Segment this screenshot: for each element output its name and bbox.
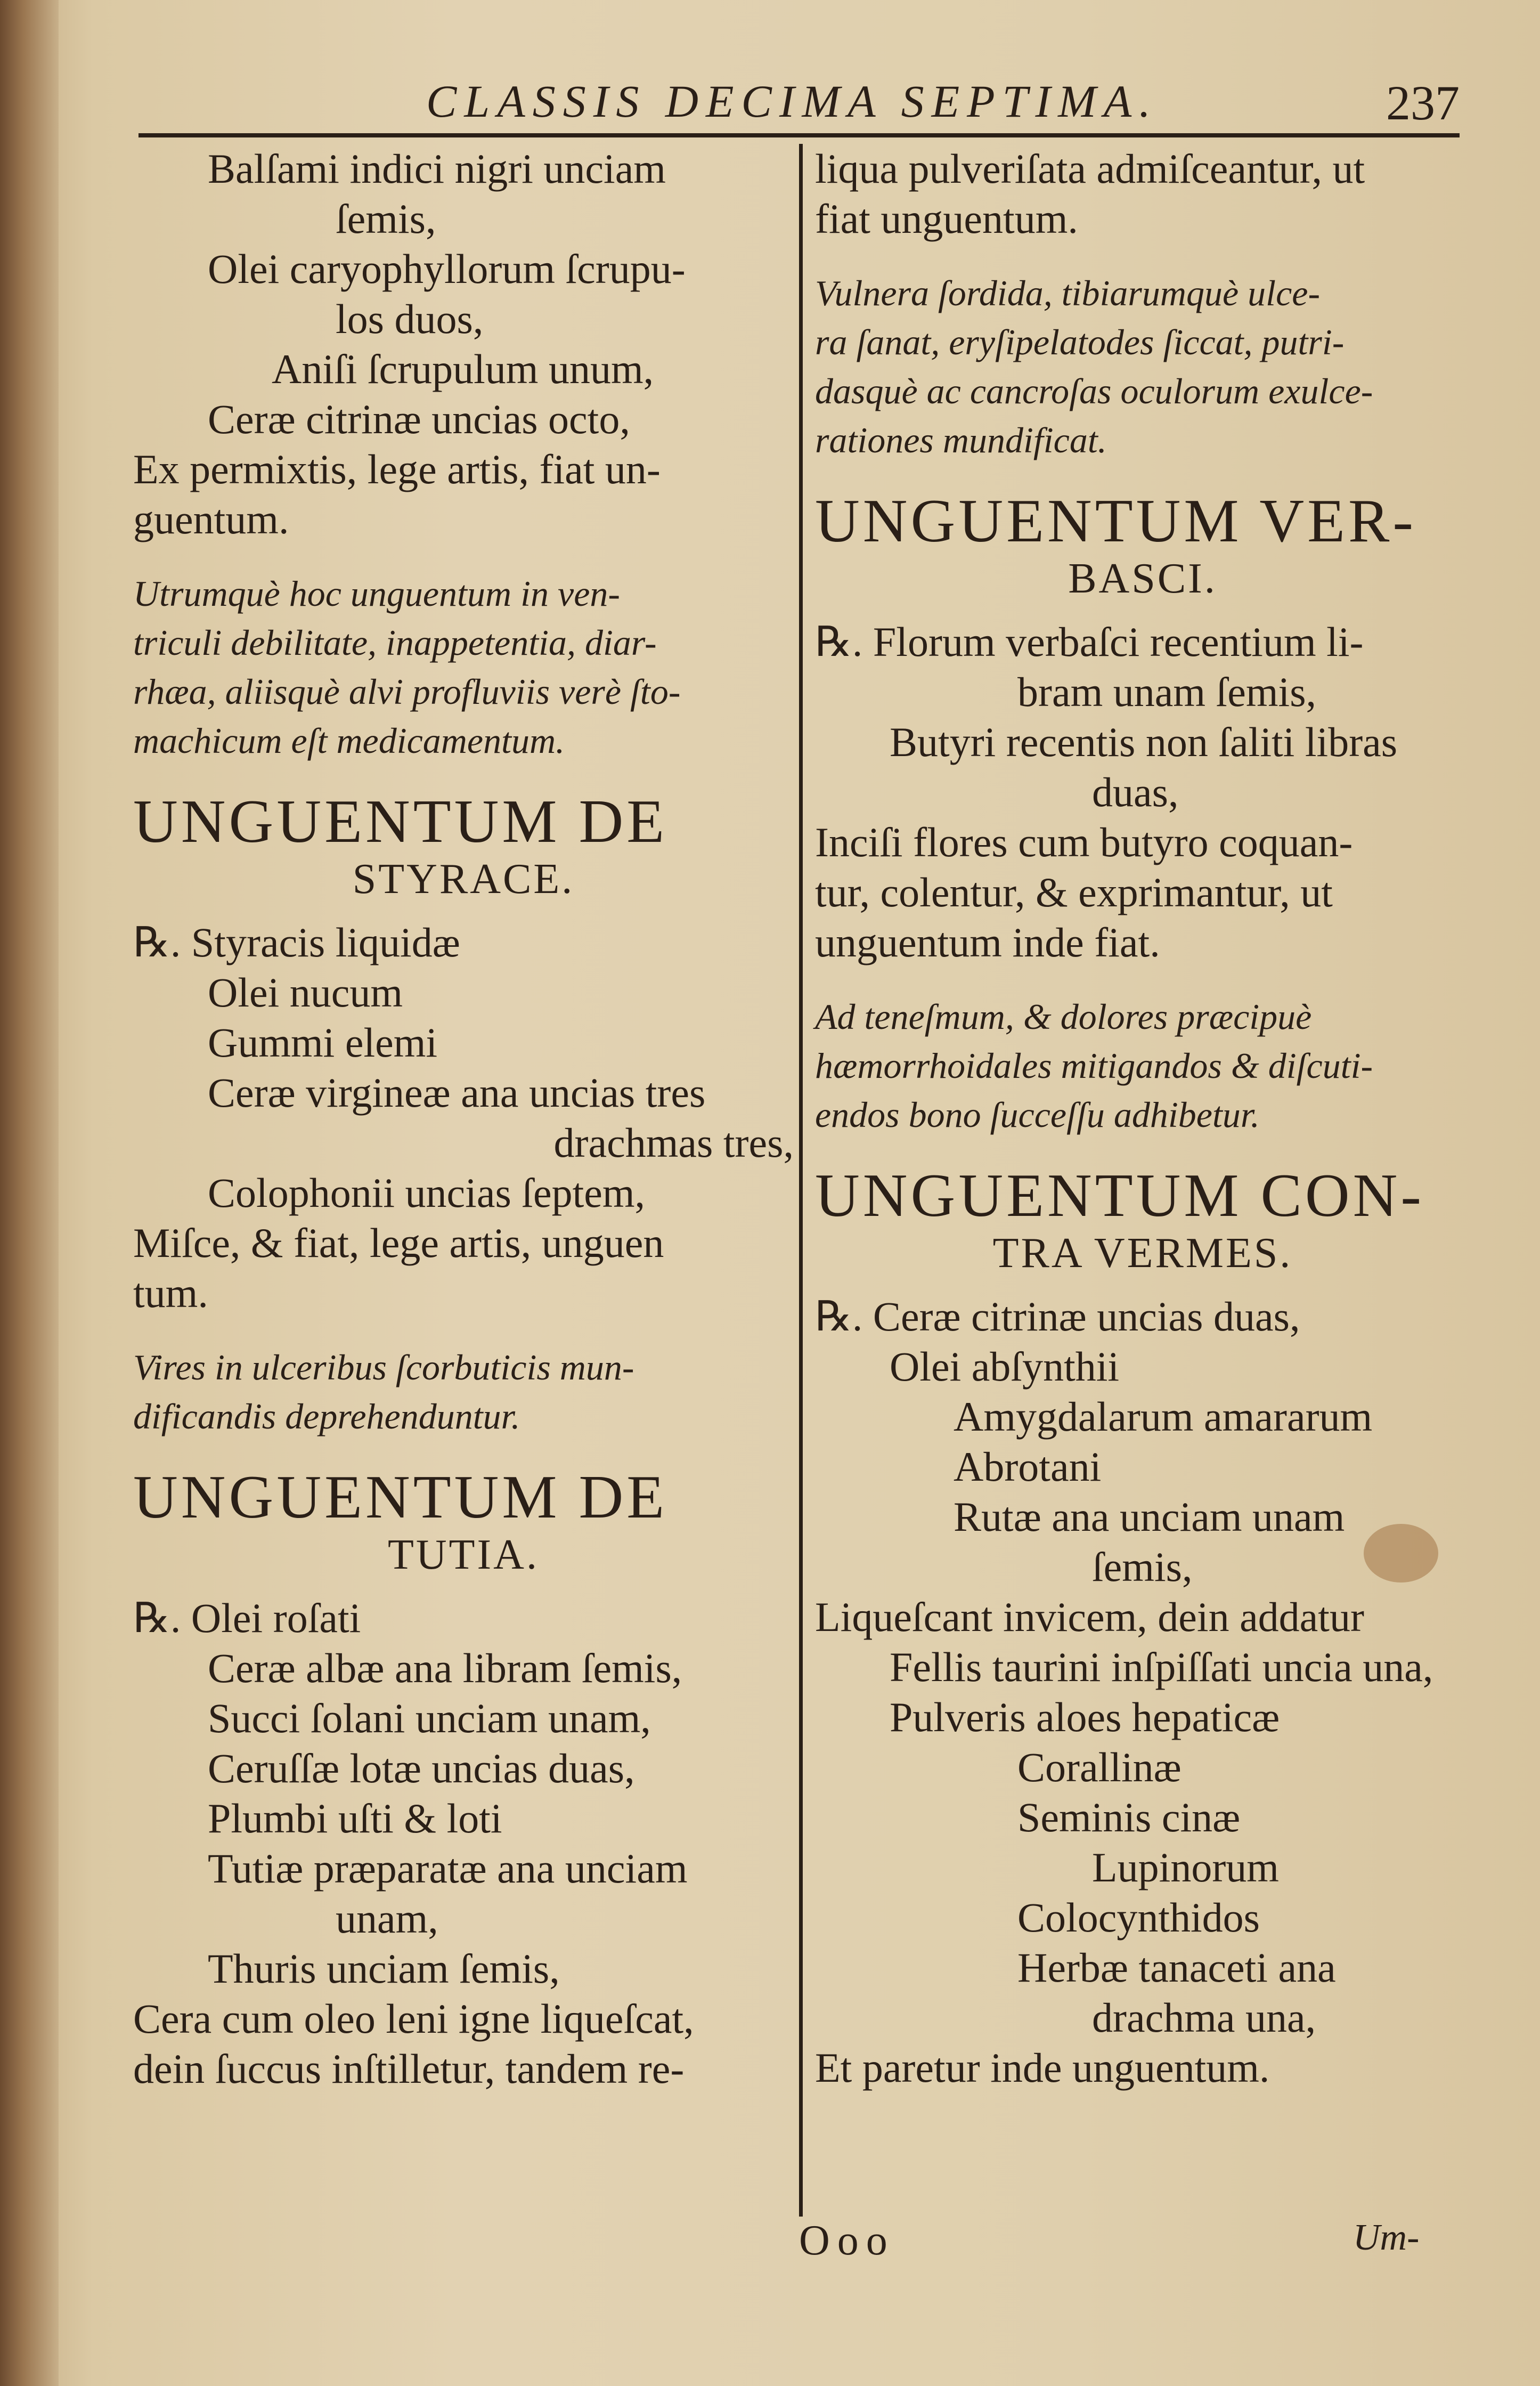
usage-note: hæmorrhoidales mitigandos & diſcuti- — [815, 1045, 1373, 1086]
recipe-line: ℞. Florum verbaſci recentium li- — [815, 619, 1364, 665]
section-title: UNGUENTUM DE — [133, 788, 668, 856]
recipe-line: Liqueſcant invicem, dein addatur — [815, 1594, 1364, 1640]
recipe-line: Colophonii uncias ſeptem, — [208, 1170, 646, 1216]
recipe-line: Corallinæ — [1017, 1744, 1182, 1790]
text-line: ſemis, — [336, 196, 436, 242]
recipe-line: Butyri recentis non ſaliti libras — [890, 719, 1398, 765]
running-head: CLASSIS DECIMA SEPTIMA. — [426, 76, 1158, 127]
recipe-line: Herbæ tanaceti ana — [1017, 1944, 1336, 1991]
section-title: UNGUENTUM DE — [133, 1463, 668, 1531]
text-line: Ex permixtis, lege artis, fiat un- — [133, 446, 661, 492]
usage-note: dificandis deprehenduntur. — [133, 1396, 520, 1437]
section-title: UNGUENTUM CON- — [815, 1162, 1425, 1230]
column-divider — [799, 144, 803, 2217]
left-column — [133, 144, 794, 2094]
right-column — [815, 144, 1470, 2093]
recipe-line: tur, colentur, & exprimantur, ut — [815, 869, 1333, 915]
recipe-line: Inciſi flores cum butyro coquan- — [815, 819, 1353, 865]
catchword: Um- — [1353, 2217, 1420, 2258]
recipe-line: drachmas tres, — [553, 1119, 794, 1166]
page-header — [138, 75, 1460, 139]
recipe-line: Olei abſynthii — [890, 1343, 1120, 1390]
section-subtitle: TUTIA. — [388, 1531, 539, 1578]
usage-note: triculi debilitate, inappetentia, diar- — [133, 622, 657, 663]
recipe-line: Tutiæ præparatæ ana unciam — [208, 1845, 688, 1892]
recipe-line: Gummi elemi — [208, 1019, 438, 1066]
usage-note: endos bono ſucceſſu adhibetur. — [815, 1094, 1260, 1135]
recipe-line: Plumbi uſti & loti — [208, 1795, 502, 1841]
text-line: Balſami indici nigri unciam — [208, 145, 666, 192]
usage-note: Vulnera ſordida, tibiarumquè ulce- — [815, 273, 1321, 313]
recipe-line: Ceræ albæ ana libram ſemis, — [208, 1645, 682, 1691]
usage-note: Ad teneſmum, & dolores præcipuè — [815, 996, 1312, 1037]
recipe-line: Pulveris aloes hepaticæ — [890, 1694, 1280, 1740]
recipe-line: Et paretur inde unguentum. — [815, 2044, 1270, 2091]
book-spine — [0, 0, 59, 2386]
recipe-line: ℞. Olei roſati — [133, 1595, 361, 1641]
recipe-line: Miſce, & fiat, lege artis, unguen — [133, 1220, 664, 1266]
recipe-line: Fellis taurini inſpiſſati uncia una, — [890, 1644, 1433, 1690]
section-subtitle: STYRACE. — [352, 856, 575, 903]
text-line: liqua pulveriſata admiſceantur, ut — [815, 145, 1365, 192]
recipe-line: Colocynthidos — [1017, 1894, 1260, 1941]
recipe-line: Amygdalarum amararum — [954, 1393, 1373, 1440]
usage-note: rationes mundificat. — [815, 420, 1107, 460]
text-line: los duos, — [336, 296, 484, 342]
text-line: Aniſi ſcrupulum unum, — [272, 346, 654, 392]
recipe-line: Succi ſolani unciam unam, — [208, 1695, 651, 1741]
recipe-line: tum. — [133, 1270, 208, 1316]
header-rule — [138, 133, 1460, 137]
recipe-line: Ceruſſæ lotæ uncias duas, — [208, 1745, 635, 1791]
recipe-line: bram unam ſemis, — [1017, 669, 1317, 715]
usage-note: dasquè ac cancroſas oculorum exulce- — [815, 371, 1373, 411]
text-line: guentum. — [133, 496, 289, 542]
text-line: fiat unguentum. — [815, 196, 1078, 242]
recipe-line: Abrotani — [954, 1443, 1102, 1490]
usage-note: Utrumquè hoc unguentum in ven- — [133, 573, 621, 614]
recipe-line: unguentum inde fiat. — [815, 919, 1160, 965]
recipe-line: drachma una, — [1092, 1994, 1316, 2041]
recipe-line: Thuris unciam ſemis, — [208, 1945, 560, 1992]
signature-mark: Ooo — [799, 2217, 895, 2264]
page-number: 237 — [1386, 76, 1460, 130]
recipe-line: ſemis, — [1092, 1544, 1193, 1590]
recipe-line: ℞. Styracis liquidæ — [133, 919, 460, 965]
recipe-line: Lupinorum — [1092, 1844, 1279, 1890]
recipe-line: Cera cum oleo leni igne liqueſcat, — [133, 1995, 694, 2042]
recipe-line: duas, — [1092, 769, 1179, 815]
usage-note: Vires in ulceribus ſcorbuticis mun- — [133, 1347, 634, 1387]
section-title: UNGUENTUM VER- — [815, 487, 1417, 555]
usage-note: ra ſanat, eryſipelatodes ſiccat, putri- — [815, 322, 1345, 362]
recipe-line: dein ſuccus inſtilletur, tandem re- — [133, 2046, 685, 2092]
recipe-line: Seminis cinæ — [1017, 1794, 1241, 1840]
recipe-line: ℞. Ceræ citrinæ uncias duas, — [815, 1293, 1300, 1340]
recipe-line: Ceræ virgineæ ana uncias tres — [208, 1069, 706, 1116]
text-line: Olei caryophyllorum ſcrupu- — [208, 246, 686, 292]
recipe-line: Olei nucum — [208, 969, 403, 1016]
section-subtitle: BASCI. — [1068, 555, 1217, 602]
usage-note: rhæa, aliisquè alvi profluviis verè ſto- — [133, 671, 681, 712]
usage-note: machicum eſt medicamentum. — [133, 720, 565, 761]
recipe-line: unam, — [336, 1895, 438, 1942]
section-subtitle: TRA VERMES. — [992, 1230, 1293, 1277]
recipe-line: Rutæ ana unciam unam — [954, 1494, 1345, 1540]
text-line: Ceræ citrinæ uncias octo, — [208, 396, 630, 442]
